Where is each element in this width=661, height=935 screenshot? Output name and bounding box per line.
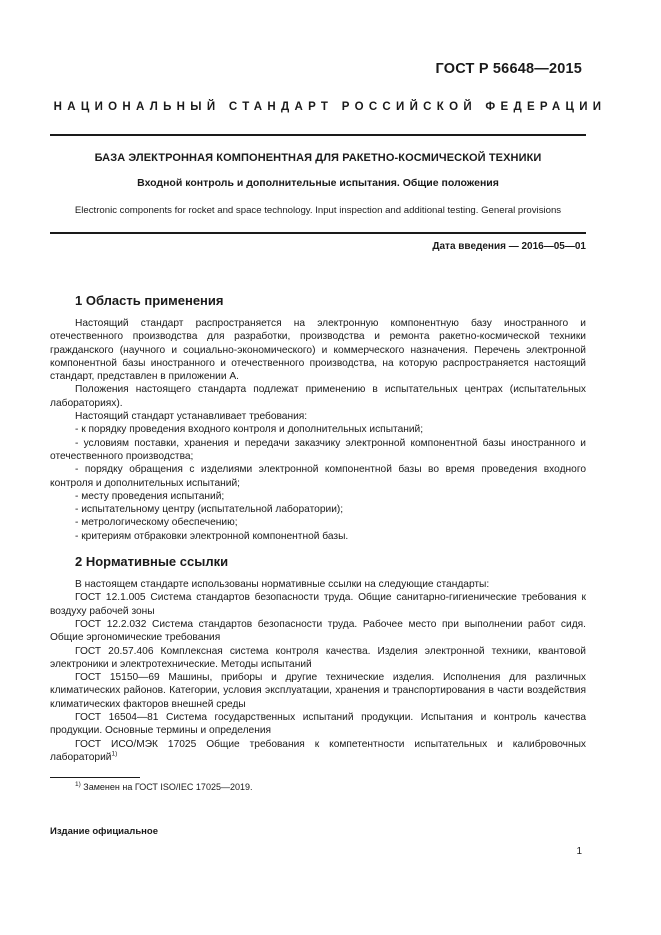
document-subtitle: Входной контроль и дополнительные испытания. Общие положения <box>137 177 499 189</box>
reference-item: ГОСТ 16504—81 Система государственных испытаний продукции. Испытания и контроль качества продукции. Основные термины и определения <box>50 712 586 737</box>
paragraph: Положения настоящего стандарта подлежат применению в испытательных центрах (испытательных лабораториях). <box>50 384 586 409</box>
list-item: - месту проведения испытаний; <box>75 490 225 502</box>
official-edition-label: Издание официальное <box>50 826 158 837</box>
paragraph: Настоящий стандарт распространяется на электронную компонентную базу иностранного и отечественного производства для разработки, производства и ремонта ракетно-космической техники гражданского (научного и социально-экономического) и коммерческого назначения. Перечень электронной компонентной базы иностранного и отечественного производства, на которую распространяется настоящий стандарт, представлен в приложении А. <box>50 318 586 383</box>
section-2-heading: 2 Нормативные ссылки <box>75 554 229 570</box>
document-title-english: Electronic components for rocket and space technology. Input inspection and additional testing. General provisions <box>74 205 562 216</box>
bottom-rule <box>50 232 586 234</box>
reference-item: ГОСТ 12.1.005 Система стандартов безопасности труда. Общие санитарно-гигиенические требования к воздуху рабочей зоны <box>50 592 586 617</box>
list-item: - условиям поставки, хранения и передачи заказчику электронной компонентной базы иностранного и отечественного производства; <box>50 437 586 462</box>
reference-item <box>50 738 586 765</box>
page-number: 1 <box>576 846 582 857</box>
paragraph: Настоящий стандарт устанавливает требования: <box>75 411 308 423</box>
reference-item: ГОСТ 20.57.406 Комплексная система контроля качества. Изделия электронной техники, квантовой электроники и электротехнические. Методы испытаний <box>50 645 586 670</box>
footnote-reference: 1) <box>111 750 118 758</box>
list-item: - к порядку проведения входного контроля и дополнительных испытаний; <box>75 424 424 436</box>
introduction-date: Дата введения — 2016—05—01 <box>432 241 586 252</box>
list-item: - метрологическому обеспечению; <box>75 517 238 529</box>
national-standard-banner: НАЦИОНАЛЬНЫЙ СТАНДАРТ РОССИЙСКОЙ ФЕДЕРАЦИИ <box>53 101 607 113</box>
reference-item: ГОСТ 15150—69 Машины, приборы и другие технические изделия. Исполнения для различных климатических районов. Категории, условия эксплуатации, хранения и транспортирования в части воздействия климатических факторов внешней среды <box>50 672 586 710</box>
list-item: - испытательному центру (испытательной лаборатории); <box>75 504 344 516</box>
list-item: - критериям отбраковки электронной компонентной базы. <box>75 530 349 542</box>
footnote-text: Заменен на ГОСТ ISO/IEC 17025—2019. <box>83 782 253 792</box>
reference-text: ГОСТ ИСО/МЭК 17025 Общие требования к компетентности испытательных и калибровочных лабораторий <box>50 738 586 763</box>
top-rule <box>50 134 586 136</box>
reference-item: ГОСТ 12.2.032 Система стандартов безопасности труда. Рабочее место при выполнении работ сидя. Общие эргономические требования <box>50 618 586 644</box>
gost-number: ГОСТ Р 56648—2015 <box>435 61 582 77</box>
paragraph: В настоящем стандарте использованы нормативные ссылки на следующие стандарты: <box>75 579 490 591</box>
footnote-mark: 1) <box>75 781 81 788</box>
document-title: БАЗА ЭЛЕКТРОННАЯ КОМПОНЕНТНАЯ ДЛЯ РАКЕТНО-КОСМИЧЕСКОЙ ТЕХНИКИ <box>94 152 542 164</box>
footnote-rule <box>50 777 140 778</box>
section-1-heading: 1 Область применения <box>75 293 224 308</box>
list-item: - порядку обращения с изделиями электронной компонентной базы во время проведения входного контроля и дополнительных испытаний; <box>50 464 586 489</box>
document-body <box>50 293 586 764</box>
footnote <box>75 782 252 792</box>
